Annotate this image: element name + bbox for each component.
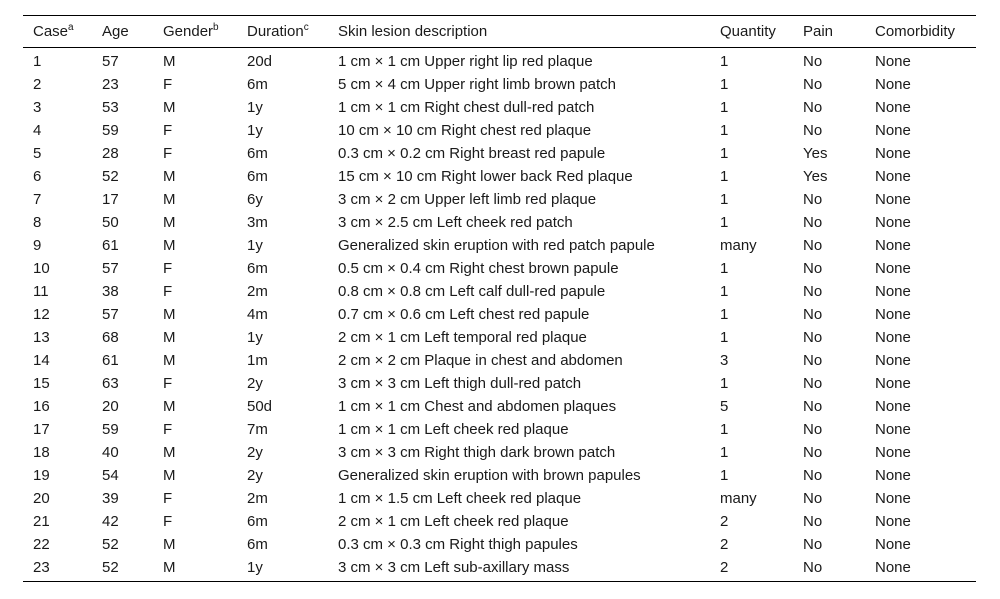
cell-comorbidity: None — [875, 536, 911, 553]
cell-comorbidity: None — [875, 53, 911, 70]
cell-case: 21 — [33, 513, 50, 530]
cell-pain: No — [803, 237, 823, 254]
cell-pain: No — [803, 53, 823, 70]
cell-gender: F — [163, 283, 173, 300]
table-row — [23, 395, 976, 418]
cell-case: 23 — [33, 559, 50, 576]
cell-comorbidity: None — [875, 237, 911, 254]
table-row — [23, 234, 976, 257]
cell-skin-lesion-description: 0.7 cm × 0.6 cm Left chest red papule — [338, 306, 590, 323]
cell-skin-lesion-description: 2 cm × 2 cm Plaque in chest and abdomen — [338, 352, 623, 369]
cell-skin-lesion-description: Generalized skin eruption with brown papules — [338, 467, 641, 484]
cell-duration: 2m — [247, 490, 268, 507]
cell-age: 59 — [102, 421, 119, 438]
cell-skin-lesion-description: 3 cm × 3 cm Left thigh dull-red patch — [338, 375, 582, 392]
cell-duration: 1y — [247, 329, 263, 346]
cell-age: 53 — [102, 99, 119, 116]
cell-comorbidity: None — [875, 283, 911, 300]
cell-case: 13 — [33, 329, 50, 346]
column-header-label: Duration — [247, 23, 304, 40]
cell-gender: M — [163, 99, 176, 116]
cell-comorbidity: None — [875, 375, 911, 392]
cell-quantity: 1 — [720, 467, 729, 484]
cell-gender: F — [163, 122, 173, 139]
table-header-row — [23, 16, 976, 48]
cell-comorbidity: None — [875, 352, 911, 369]
cell-quantity: 3 — [720, 352, 729, 369]
cell-duration: 3m — [247, 214, 268, 231]
cell-skin-lesion-description: 2 cm × 1 cm Left cheek red plaque — [338, 513, 569, 530]
footnote-marker: c — [303, 22, 309, 33]
cell-duration: 6m — [247, 76, 268, 93]
table-row — [23, 211, 976, 234]
table-row — [23, 510, 976, 533]
cell-comorbidity: None — [875, 76, 911, 93]
cell-gender: M — [163, 214, 176, 231]
cell-gender: M — [163, 352, 176, 369]
cell-case: 12 — [33, 306, 50, 323]
cell-gender: F — [163, 513, 173, 530]
cell-comorbidity: None — [875, 168, 911, 185]
cell-duration: 6m — [247, 168, 268, 185]
cell-pain: No — [803, 559, 823, 576]
cell-skin-lesion-description: 3 cm × 3 cm Right thigh dark brown patch — [338, 444, 616, 461]
cell-comorbidity: None — [875, 467, 911, 484]
cell-comorbidity: None — [875, 329, 911, 346]
column-header-label: Case — [33, 23, 69, 40]
cell-skin-lesion-description: 3 cm × 2.5 cm Left cheek red patch — [338, 214, 573, 231]
cell-skin-lesion-description: 0.5 cm × 0.4 cm Right chest brown papule — [338, 260, 619, 277]
cell-pain: No — [803, 444, 823, 461]
table-row — [23, 48, 976, 74]
table-row — [23, 257, 976, 280]
table-row — [23, 556, 976, 581]
cell-gender: M — [163, 53, 176, 70]
cell-gender: M — [163, 536, 176, 553]
cell-comorbidity: None — [875, 398, 911, 415]
case-table — [23, 15, 976, 581]
cell-quantity: 1 — [720, 191, 729, 208]
cell-gender: M — [163, 559, 176, 576]
cell-skin-lesion-description: 1 cm × 1 cm Left cheek red plaque — [338, 421, 569, 438]
cell-pain: No — [803, 421, 823, 438]
cell-case: 8 — [33, 214, 42, 231]
cell-pain: No — [803, 490, 823, 507]
cell-pain: No — [803, 398, 823, 415]
cell-gender: M — [163, 467, 176, 484]
column-header-gender — [153, 16, 237, 48]
cell-gender: M — [163, 329, 176, 346]
cell-age: 39 — [102, 490, 119, 507]
cell-gender: M — [163, 237, 176, 254]
footnote-marker: b — [213, 22, 219, 33]
cell-age: 68 — [102, 329, 119, 346]
footnote-marker: a — [68, 22, 74, 33]
cell-skin-lesion-description: 2 cm × 1 cm Left temporal red plaque — [338, 329, 587, 346]
table-row — [23, 487, 976, 510]
cell-pain: Yes — [803, 145, 828, 162]
case-table-container — [23, 15, 976, 582]
column-header-label: Pain — [803, 23, 834, 40]
cell-duration: 1y — [247, 559, 263, 576]
cell-pain: No — [803, 306, 823, 323]
cell-age: 17 — [102, 191, 119, 208]
cell-gender: M — [163, 191, 176, 208]
cell-skin-lesion-description: 10 cm × 10 cm Right chest red plaque — [338, 122, 592, 139]
cell-gender: F — [163, 421, 173, 438]
cell-gender: F — [163, 375, 173, 392]
cell-duration: 1y — [247, 99, 263, 116]
column-header-skin-lesion-description — [328, 16, 710, 48]
cell-case: 10 — [33, 260, 50, 277]
cell-age: 50 — [102, 214, 119, 231]
cell-skin-lesion-description: 1 cm × 1 cm Right chest dull-red patch — [338, 99, 595, 116]
cell-case: 5 — [33, 145, 42, 162]
cell-quantity: 1 — [720, 306, 729, 323]
cell-gender: F — [163, 76, 173, 93]
cell-duration: 1y — [247, 237, 263, 254]
column-header-label: Age — [102, 23, 129, 40]
cell-comorbidity: None — [875, 260, 911, 277]
column-header-label: Skin lesion description — [338, 23, 488, 40]
cell-quantity: many — [720, 490, 757, 507]
cell-quantity: 1 — [720, 122, 729, 139]
cell-pain: No — [803, 352, 823, 369]
column-header-quantity — [710, 16, 793, 48]
cell-age: 52 — [102, 168, 119, 185]
cell-pain: No — [803, 191, 823, 208]
cell-gender: F — [163, 490, 173, 507]
cell-age: 52 — [102, 536, 119, 553]
cell-pain: No — [803, 513, 823, 530]
cell-quantity: 1 — [720, 145, 729, 162]
cell-quantity: 1 — [720, 329, 729, 346]
cell-quantity: 1 — [720, 375, 729, 392]
cell-skin-lesion-description: 1 cm × 1 cm Chest and abdomen plaques — [338, 398, 617, 415]
column-header-case — [23, 16, 92, 48]
cell-skin-lesion-description: 3 cm × 2 cm Upper left limb red plaque — [338, 191, 597, 208]
cell-quantity: many — [720, 237, 757, 254]
cell-age: 40 — [102, 444, 119, 461]
cell-duration: 1m — [247, 352, 268, 369]
table-row — [23, 303, 976, 326]
cell-quantity: 1 — [720, 421, 729, 438]
cell-comorbidity: None — [875, 191, 911, 208]
cell-case: 18 — [33, 444, 50, 461]
cell-case: 6 — [33, 168, 42, 185]
table-body — [23, 48, 976, 582]
cell-gender: F — [163, 260, 173, 277]
table-row — [23, 142, 976, 165]
cell-age: 54 — [102, 467, 119, 484]
cell-age: 28 — [102, 145, 119, 162]
cell-age: 20 — [102, 398, 119, 415]
table-row — [23, 533, 976, 556]
cell-comorbidity: None — [875, 559, 911, 576]
cell-gender: F — [163, 145, 173, 162]
cell-comorbidity: None — [875, 122, 911, 139]
cell-case: 3 — [33, 99, 42, 116]
cell-duration: 6m — [247, 536, 268, 553]
cell-pain: No — [803, 536, 823, 553]
cell-age: 52 — [102, 559, 119, 576]
cell-comorbidity: None — [875, 99, 911, 116]
cell-duration: 50d — [247, 398, 273, 415]
cell-age: 57 — [102, 260, 119, 277]
table-row — [23, 441, 976, 464]
cell-duration: 4m — [247, 306, 268, 323]
cell-skin-lesion-description: 1 cm × 1.5 cm Left cheek red plaque — [338, 490, 582, 507]
cell-skin-lesion-description: 3 cm × 3 cm Left sub-axillary mass — [338, 559, 570, 576]
cell-comorbidity: None — [875, 145, 911, 162]
table-row — [23, 73, 976, 96]
table-row — [23, 418, 976, 441]
cell-case: 19 — [33, 467, 50, 484]
cell-quantity: 2 — [720, 536, 729, 553]
cell-comorbidity: None — [875, 444, 911, 461]
cell-duration: 2m — [247, 283, 268, 300]
cell-gender: M — [163, 398, 176, 415]
cell-pain: No — [803, 283, 823, 300]
cell-skin-lesion-description: Generalized skin eruption with red patch papule — [338, 237, 655, 254]
cell-case: 7 — [33, 191, 42, 208]
cell-pain: No — [803, 329, 823, 346]
cell-pain: No — [803, 99, 823, 116]
table-row — [23, 464, 976, 487]
table-row — [23, 96, 976, 119]
cell-quantity: 1 — [720, 99, 729, 116]
cell-gender: M — [163, 168, 176, 185]
cell-duration: 6m — [247, 260, 268, 277]
cell-pain: No — [803, 76, 823, 93]
table-row — [23, 326, 976, 349]
cell-skin-lesion-description: 0.3 cm × 0.3 cm Right thigh papules — [338, 536, 578, 553]
cell-pain: No — [803, 375, 823, 392]
cell-age: 38 — [102, 283, 119, 300]
cell-pain: Yes — [803, 168, 828, 185]
cell-skin-lesion-description: 15 cm × 10 cm Right lower back Red plaque — [338, 168, 633, 185]
cell-quantity: 1 — [720, 444, 729, 461]
column-header-label: Quantity — [720, 23, 776, 40]
table-row — [23, 119, 976, 142]
cell-duration: 1y — [247, 122, 263, 139]
column-header-comorbidity — [865, 16, 976, 48]
column-header-age — [92, 16, 153, 48]
cell-age: 57 — [102, 53, 119, 70]
cell-case: 15 — [33, 375, 50, 392]
column-header-label: Gender — [163, 23, 214, 40]
cell-case: 20 — [33, 490, 50, 507]
cell-duration: 6m — [247, 145, 268, 162]
table-row — [23, 349, 976, 372]
cell-comorbidity: None — [875, 306, 911, 323]
cell-age: 23 — [102, 76, 119, 93]
cell-pain: No — [803, 122, 823, 139]
cell-case: 22 — [33, 536, 50, 553]
cell-skin-lesion-description: 1 cm × 1 cm Upper right lip red plaque — [338, 53, 593, 70]
column-header-label: Comorbidity — [875, 23, 956, 40]
cell-skin-lesion-description: 0.8 cm × 0.8 cm Left calf dull-red papule — [338, 283, 606, 300]
cell-duration: 6y — [247, 191, 263, 208]
cell-quantity: 2 — [720, 559, 729, 576]
cell-gender: M — [163, 444, 176, 461]
cell-age: 57 — [102, 306, 119, 323]
cell-case: 4 — [33, 122, 42, 139]
cell-case: 16 — [33, 398, 50, 415]
cell-duration: 6m — [247, 513, 268, 530]
cell-duration: 20d — [247, 53, 273, 70]
table-row — [23, 188, 976, 211]
cell-age: 61 — [102, 237, 119, 254]
column-header-duration — [237, 16, 328, 48]
table-bottom-rule — [23, 581, 976, 582]
cell-case: 17 — [33, 421, 50, 438]
cell-duration: 2y — [247, 375, 263, 392]
cell-quantity: 1 — [720, 214, 729, 231]
cell-pain: No — [803, 260, 823, 277]
cell-quantity: 1 — [720, 76, 729, 93]
cell-skin-lesion-description: 0.3 cm × 0.2 cm Right breast red papule — [338, 145, 606, 162]
cell-case: 11 — [33, 283, 49, 300]
cell-case: 9 — [33, 237, 42, 254]
cell-duration: 7m — [247, 421, 268, 438]
table-row — [23, 280, 976, 303]
cell-quantity: 1 — [720, 260, 729, 277]
table-row — [23, 372, 976, 395]
cell-age: 42 — [102, 513, 119, 530]
cell-quantity: 1 — [720, 168, 729, 185]
cell-duration: 2y — [247, 467, 263, 484]
cell-comorbidity: None — [875, 421, 911, 438]
cell-case: 2 — [33, 76, 42, 93]
cell-case: 1 — [33, 53, 42, 70]
cell-age: 61 — [102, 352, 119, 369]
cell-comorbidity: None — [875, 490, 911, 507]
cell-skin-lesion-description: 5 cm × 4 cm Upper right limb brown patch — [338, 76, 617, 93]
cell-comorbidity: None — [875, 214, 911, 231]
cell-case: 14 — [33, 352, 50, 369]
cell-comorbidity: None — [875, 513, 911, 530]
cell-pain: No — [803, 467, 823, 484]
cell-quantity: 1 — [720, 53, 729, 70]
cell-gender: M — [163, 306, 176, 323]
cell-age: 63 — [102, 375, 119, 392]
cell-age: 59 — [102, 122, 119, 139]
column-header-pain — [793, 16, 865, 48]
cell-duration: 2y — [247, 444, 263, 461]
cell-quantity: 5 — [720, 398, 729, 415]
cell-quantity: 2 — [720, 513, 729, 530]
cell-pain: No — [803, 214, 823, 231]
cell-quantity: 1 — [720, 283, 729, 300]
table-row — [23, 165, 976, 188]
